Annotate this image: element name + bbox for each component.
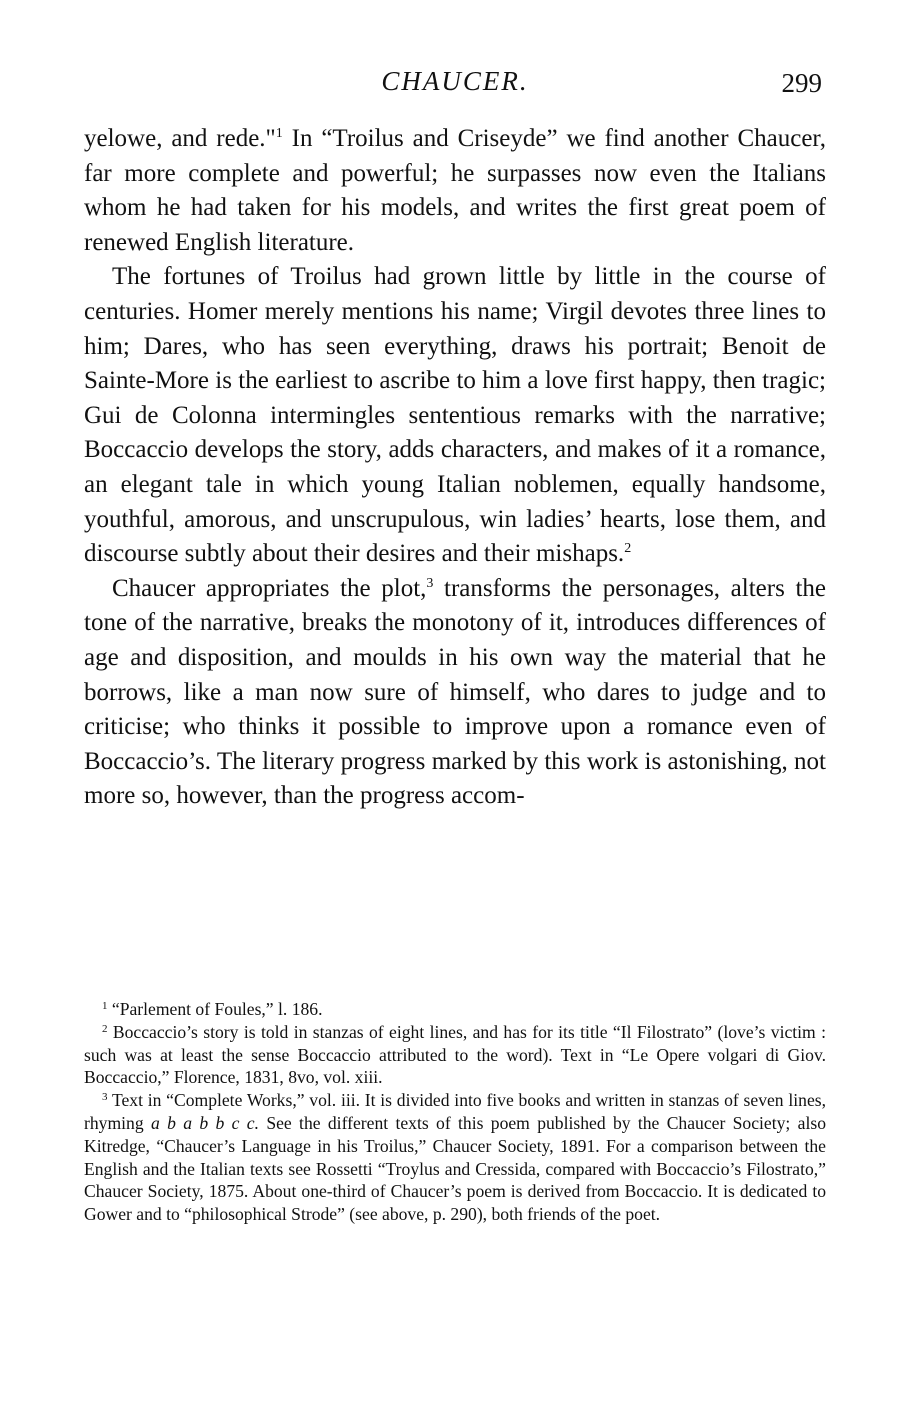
paragraph-1-text-b: In “Troilus and Criseyde” we find another Chaucer, far more complete and powerful; he surpasses now even the Italians whom he had taken for his models, and writes the first great poem of renewed English literature.: [84, 125, 826, 256]
footnote-2: [84, 1021, 826, 1089]
footnote-1-mark: 1: [102, 1000, 108, 1012]
body-text: [84, 122, 826, 814]
footnote-ref-3: 3: [426, 575, 434, 591]
footnote-3-text-b: See the different texts of this poem published by the Chaucer Society; also Kitredge, “Chaucer’s Language in his Troilus,” Chaucer Society, 1891. For a comparison between the English and the Italian texts see Rossetti “Troylus and Cressida, compared with Boccaccio’s Filostrato,” Chaucer Society, 1875. About one-third of Chaucer’s poem is derived from Boccaccio. It is dedicated to Gower and to “philosophical Strode” (see above, p. 290), both friends of the poet.: [84, 1112, 826, 1225]
paragraph-3: [84, 572, 826, 814]
running-head: [84, 66, 826, 106]
footnote-ref-1: 1: [275, 126, 283, 141]
paragraph-3-text-a: Chaucer appropriates the plot,: [112, 574, 427, 602]
footnote-3-text-a: Text in “Complete Works,” vol. iii. It is divided into five books and written in stanzas of seven lines, rhyming: [84, 1090, 826, 1133]
footnotes: [84, 998, 826, 1226]
footnote-3-mark: 3: [102, 1091, 108, 1104]
footnote-ref-2: 2: [624, 541, 632, 557]
footnote-1-text: “Parlement of Foules,” l. 186.: [107, 999, 323, 1019]
rhyme-scheme: a b a b b c c.: [150, 1112, 259, 1133]
footnote-3: [84, 1089, 826, 1226]
paragraph-1-text-a: yelowe, and rede.": [84, 125, 276, 152]
footnote-2-text: Boccaccio’s story is told in stanzas of eight lines, and has for its title “Il Filostrato” (love’s victim : such was at least the sense Boccaccio attributed to the word). Text in “Le Opere volgari di Giov. Boccaccio,” Florence, 1831, 8vo, vol. xiii.: [84, 1021, 826, 1088]
paragraph-2-text: The fortunes of Troilus had grown little by little in the course of centuries. Homer merely mentions his name; Virgil devotes three lines to him; Dares, who has seen everything, draws his portrait; Benoit de Sainte-More is the earliest to ascribe to him a love first happy, then tragic; Gui de Colonna intermingles sententious remarks with the narrative; Boccaccio develops the story, adds characters, and makes of it a romance, an elegant tale in which young Italian noblemen, equally handsome, youthful, amorous, and unscrupulous, win ladies’ hearts, lose them, and discourse subtly about their desires and their mishaps.: [84, 263, 826, 568]
footnote-1: [84, 998, 826, 1021]
paragraph-3-text-b: transforms the personages, alters the tone of the narrative, breaks the monotony of it, introduces differences of age and disposition, and moulds in his own way the material that he borrows, like a man now sure of himself, who dares to judge and to criticise; who thinks it possible to improve upon a romance even of Boccaccio’s. The literary progress marked by this work is astonishing, not more so, however, than the progress accom-: [84, 574, 826, 810]
footnote-2-mark: 2: [102, 1022, 108, 1035]
page-number: 299: [781, 68, 822, 98]
page-title: CHAUCER.: [381, 66, 529, 96]
paragraph-2: [84, 260, 826, 571]
paragraph-1: [84, 122, 826, 260]
